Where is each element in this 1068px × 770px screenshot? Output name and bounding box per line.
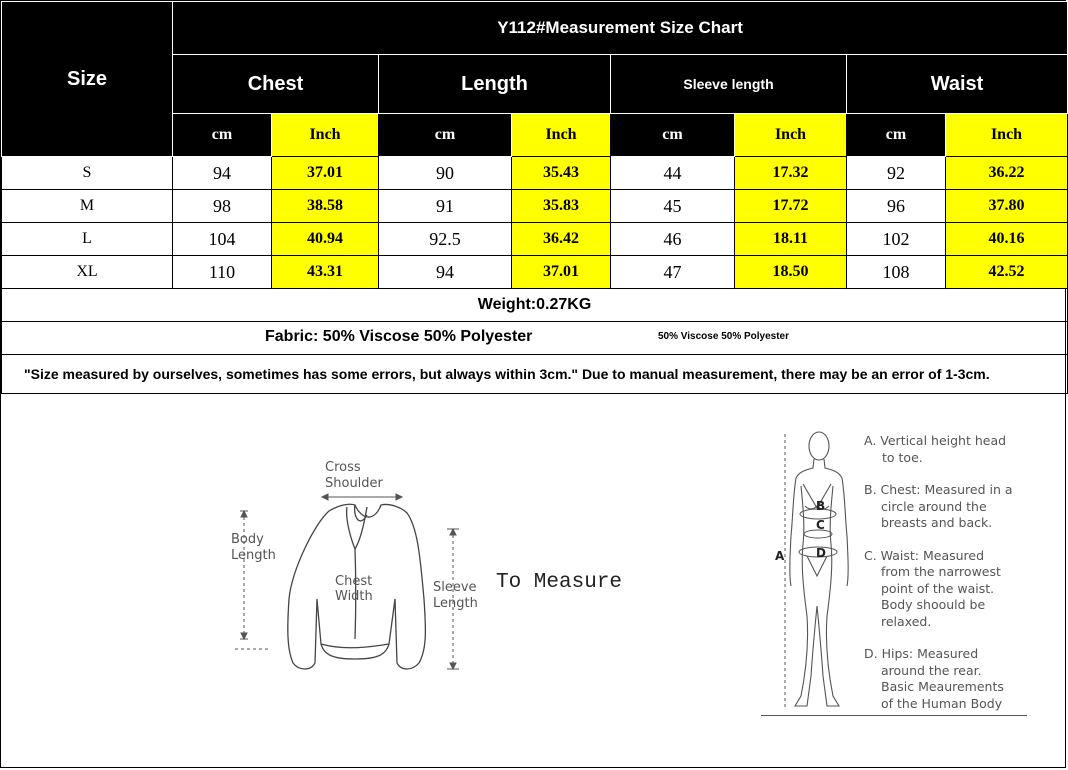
unit-inch: Inch <box>512 114 611 157</box>
chest-cm-cell: 110 <box>173 256 272 289</box>
body-label-a: A <box>775 549 785 563</box>
size-cell: S <box>2 157 173 190</box>
sleeve-length-label-1: Sleeve <box>433 580 477 595</box>
table-row <box>2 223 1068 256</box>
unit-cm: cm <box>379 114 512 157</box>
chest-cm-cell: 98 <box>173 190 272 223</box>
legend-c-line-1: from the narrowest <box>881 564 1001 579</box>
legend-a-line-1: to toe. <box>882 449 923 465</box>
legend-b-head: B. Chest: Measured in a <box>864 482 1013 497</box>
chest-width-label-2: Width <box>335 589 373 604</box>
unit-inch: Inch <box>735 114 847 157</box>
size-rows <box>2 157 1068 289</box>
legend-b-line-2: breasts and back. <box>881 515 993 530</box>
sleeve-inch-cell: 18.11 <box>735 223 847 256</box>
waist-cm-cell: 92 <box>847 157 946 190</box>
chest-inch-cell: 37.01 <box>272 157 379 190</box>
weight-text: Weight:0.27KG <box>2 289 1068 322</box>
chest-inch-cell: 43.31 <box>272 256 379 289</box>
fabric-small-text: 50% Viscose 50% Polyester <box>658 331 790 342</box>
length-cm-cell: 92.5 <box>379 223 512 256</box>
waist-inch-cell: 42.52 <box>946 256 1068 289</box>
group-length: Length <box>379 55 611 114</box>
size-cell: L <box>2 223 173 256</box>
body-label-c: C <box>816 518 825 532</box>
length-inch-cell: 35.83 <box>512 190 611 223</box>
chest-cm-cell: 94 <box>173 157 272 190</box>
garment-diagram <box>229 449 519 689</box>
chest-cm-cell: 104 <box>173 223 272 256</box>
sleeve-length-label-2: Length <box>433 596 478 611</box>
legend-d-line-2: Basic Meaurements <box>881 679 1004 694</box>
body-length-label-2: Length <box>231 548 276 563</box>
waist-inch-cell: 37.80 <box>946 190 1068 223</box>
length-cm-cell: 91 <box>379 190 512 223</box>
unit-cm: cm <box>173 114 272 157</box>
waist-cm-cell: 102 <box>847 223 946 256</box>
sleeve-cm-cell: 47 <box>611 256 735 289</box>
fabric-row <box>2 322 1068 355</box>
length-cm-cell: 90 <box>379 157 512 190</box>
legend-c-head: C. Waist: Measured <box>864 547 985 563</box>
table-row <box>2 256 1068 289</box>
waist-cm-cell: 108 <box>847 256 946 289</box>
sleeve-cm-cell: 44 <box>611 157 735 190</box>
measurement-legend <box>864 433 1034 728</box>
measure-lines <box>785 434 837 708</box>
unit-inch: Inch <box>946 114 1068 157</box>
legend-d-line-1: around the rear. <box>881 662 982 678</box>
sleeve-cm-cell: 45 <box>611 190 735 223</box>
unit-cm: cm <box>611 114 735 157</box>
waist-inch-cell: 36.22 <box>946 157 1068 190</box>
legend-item-d <box>864 646 1034 712</box>
size-header: Size <box>2 2 173 157</box>
size-cell: XL <box>2 256 173 289</box>
size-cell: M <box>2 190 173 223</box>
chest-inch-cell: 38.58 <box>272 190 379 223</box>
cross-shoulder-label-2: Shoulder <box>325 476 383 491</box>
legend-b-line-1: circle around the <box>881 498 987 514</box>
body-length-label-1: Body <box>231 532 264 547</box>
waist-cm-cell: 96 <box>847 190 946 223</box>
legend-item-a <box>864 433 1034 466</box>
legend-a-head: A. Vertical height head <box>864 433 1007 448</box>
chest-inch-cell: 40.94 <box>272 223 379 256</box>
legend-d-head: D. Hips: Measured <box>864 646 979 661</box>
waist-inch-cell: 40.16 <box>946 223 1068 256</box>
fabric-text: Fabric: 50% Viscose 50% Polyester <box>265 328 533 345</box>
group-waist: Waist <box>847 55 1068 114</box>
to-measure-text: To Measure <box>496 571 623 594</box>
legend-item-b <box>864 482 1034 532</box>
cross-shoulder-label-1: Cross <box>325 460 361 475</box>
legend-c-line-4: relaxed. <box>881 613 932 629</box>
legend-c-line-2: point of the waist. <box>881 580 995 596</box>
sleeve-cm-cell: 46 <box>611 223 735 256</box>
sleeve-inch-cell: 17.72 <box>735 190 847 223</box>
legend-item-c <box>864 548 1034 631</box>
length-cm-cell: 94 <box>379 256 512 289</box>
body-label-b: B <box>816 499 826 513</box>
unit-cm: cm <box>847 114 946 157</box>
unit-inch: Inch <box>272 114 379 157</box>
chart-title: Y112#Measurement Size Chart <box>173 2 1068 55</box>
length-inch-cell: 35.43 <box>512 157 611 190</box>
length-inch-cell: 37.01 <box>512 256 611 289</box>
legend-c-line-3: Body shoould be <box>881 597 986 612</box>
legend-d-line-3: of the Human Body <box>881 695 1003 711</box>
sleeve-inch-cell: 17.32 <box>735 157 847 190</box>
body-diagram <box>761 426 861 718</box>
body-label-d: D <box>816 546 826 560</box>
legend-underline <box>761 715 1027 716</box>
size-table <box>1 1 1068 394</box>
table-row <box>2 190 1068 223</box>
body-outline <box>790 432 848 706</box>
length-inch-cell: 36.42 <box>512 223 611 256</box>
chest-width-label-1: Chest <box>335 574 373 589</box>
group-sleeve-length: Sleeve length <box>611 55 847 114</box>
group-chest: Chest <box>173 55 379 114</box>
table-row <box>2 157 1068 190</box>
sleeve-inch-cell: 18.50 <box>735 256 847 289</box>
measurement-note: "Size measured by ourselves, sometimes has some errors, but always within 3cm." Due to manual measurement, there may be an error of 1-3cm. <box>2 355 1068 394</box>
